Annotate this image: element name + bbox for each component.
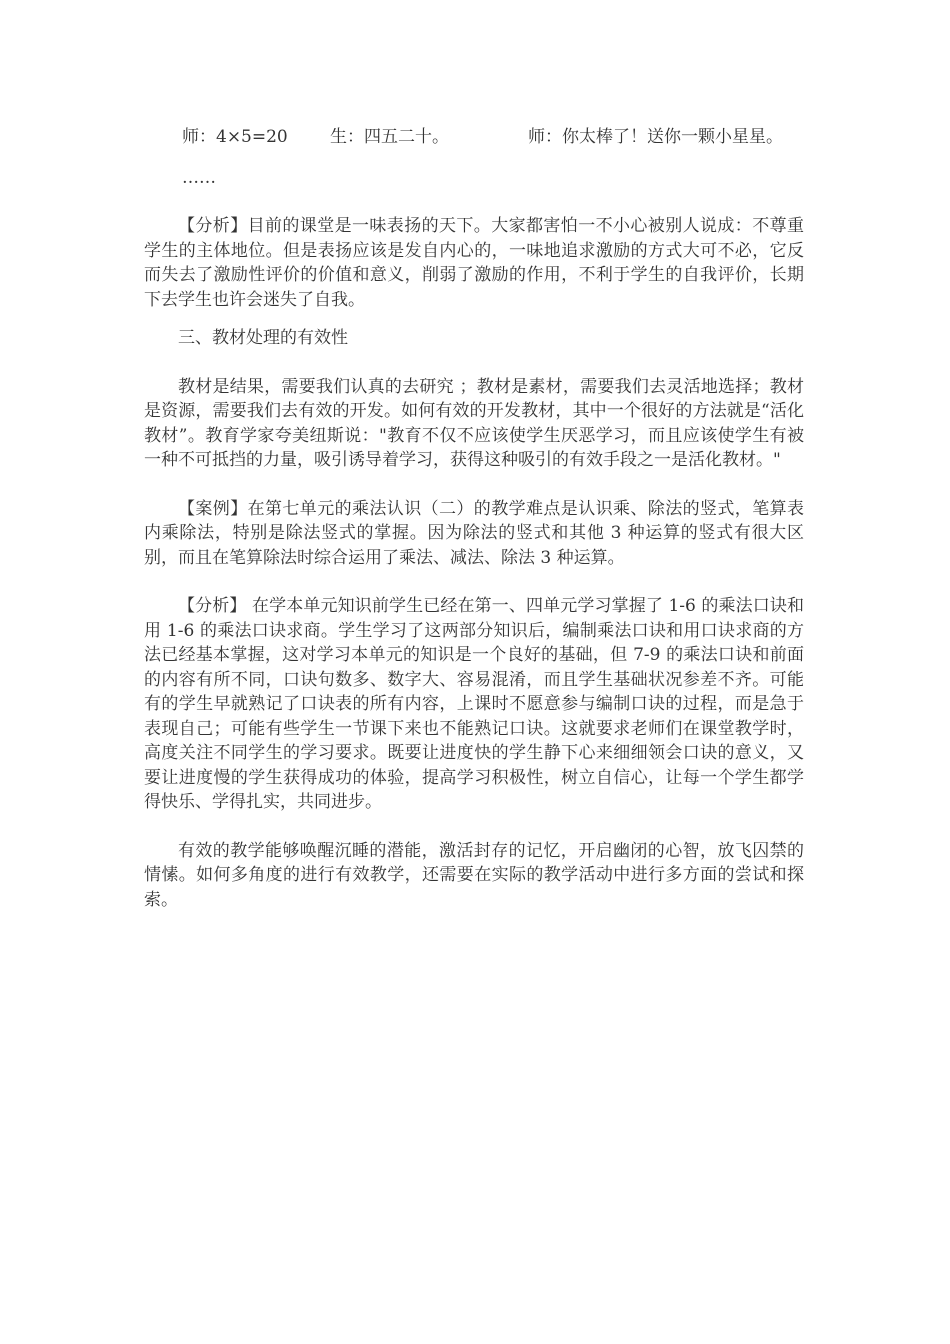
dialog-line — [144, 124, 804, 150]
case-paragraph: 【案例】在第七单元的乘法认识（二）的教学难点是认识乘、除法的竖式，笔算表内乘除法，特别是除法竖式的掌握。因为除法的竖式和其他 3 种运算的竖式有很大区别，而且在笔算除法时综合运用了乘法、减法、除法 3 种运算。 — [144, 498, 804, 568]
ellipsis-line: …… — [182, 168, 216, 188]
teacher-praise: 师：你太棒了！送你一颗小星星。 — [528, 127, 783, 147]
student-answer: 生：四五二十。 — [330, 127, 449, 147]
section-heading: 三、教材处理的有效性 — [178, 328, 348, 348]
textbook-paragraph: 教材是结果，需要我们认真的去研究 ；教材是素材，需要我们去灵活地选择；教材是资源，需要我们去有效的开发。如何有效的开发教材，其中一个很好的方法就是“活化教材”。教育学家夸美纽斯说："教育不仅不应该使学生厌恶学习，而且应该使学生有被一种不可抵挡的力量，吸引诱导着学习，获得这种吸引的有效手段之一是活化教材。" — [144, 376, 804, 470]
analysis-paragraph-2: 【分析】 在学本单元知识前学生已经在第一、四单元学习掌握了 1-6 的乘法口诀和用 1-6 的乘法口诀求商。学生学习了这两部分知识后，编制乘法口诀和用口诀求商的方法已经基本掌握，这对学习本单元的知识是一个良好的基础，但 7-9 的乘法口诀和前面的内容有所不同，口诀句数多、数字大、容易混淆，而且学生基础状况参差不齐。可能有的学生早就熟记了口诀表的所有内容，上课时不愿意参与编制口诀的过程，而是急于表现自己；可能有些学生一节课下来也不能熟记口诀。这就要求老师们在课堂教学时，高度关注不同学生的学习要求。既要让进度快的学生静下心来细细领会口诀的意义，又要让进度慢的学生获得成功的体验，提高学习积极性，树立自信心，让每一个学生都学得快乐、学得扎实，共同进步。 — [144, 596, 804, 812]
analysis-paragraph-1: 【分析】目前的课堂是一味表扬的天下。大家都害怕一不小心被别人说成：不尊重学生的主体地位。但是表扬应该是发自内心的，一味地追求激励的方式大可不必，它反而失去了激励性评价的价值和意义，削弱了激励的作用，不利于学生的自我评价，长期下去学生也许会迷失了自我。 — [144, 216, 804, 310]
document-body — [144, 124, 804, 912]
conclusion-paragraph: 有效的教学能够唤醒沉睡的潜能，激活封存的记忆，开启幽闭的心智，放飞囚禁的情愫。如何多角度的进行有效教学，还需要在实际的教学活动中进行多方面的尝试和探索。 — [144, 840, 804, 910]
teacher-question: 师：4×5=20 — [182, 127, 288, 147]
